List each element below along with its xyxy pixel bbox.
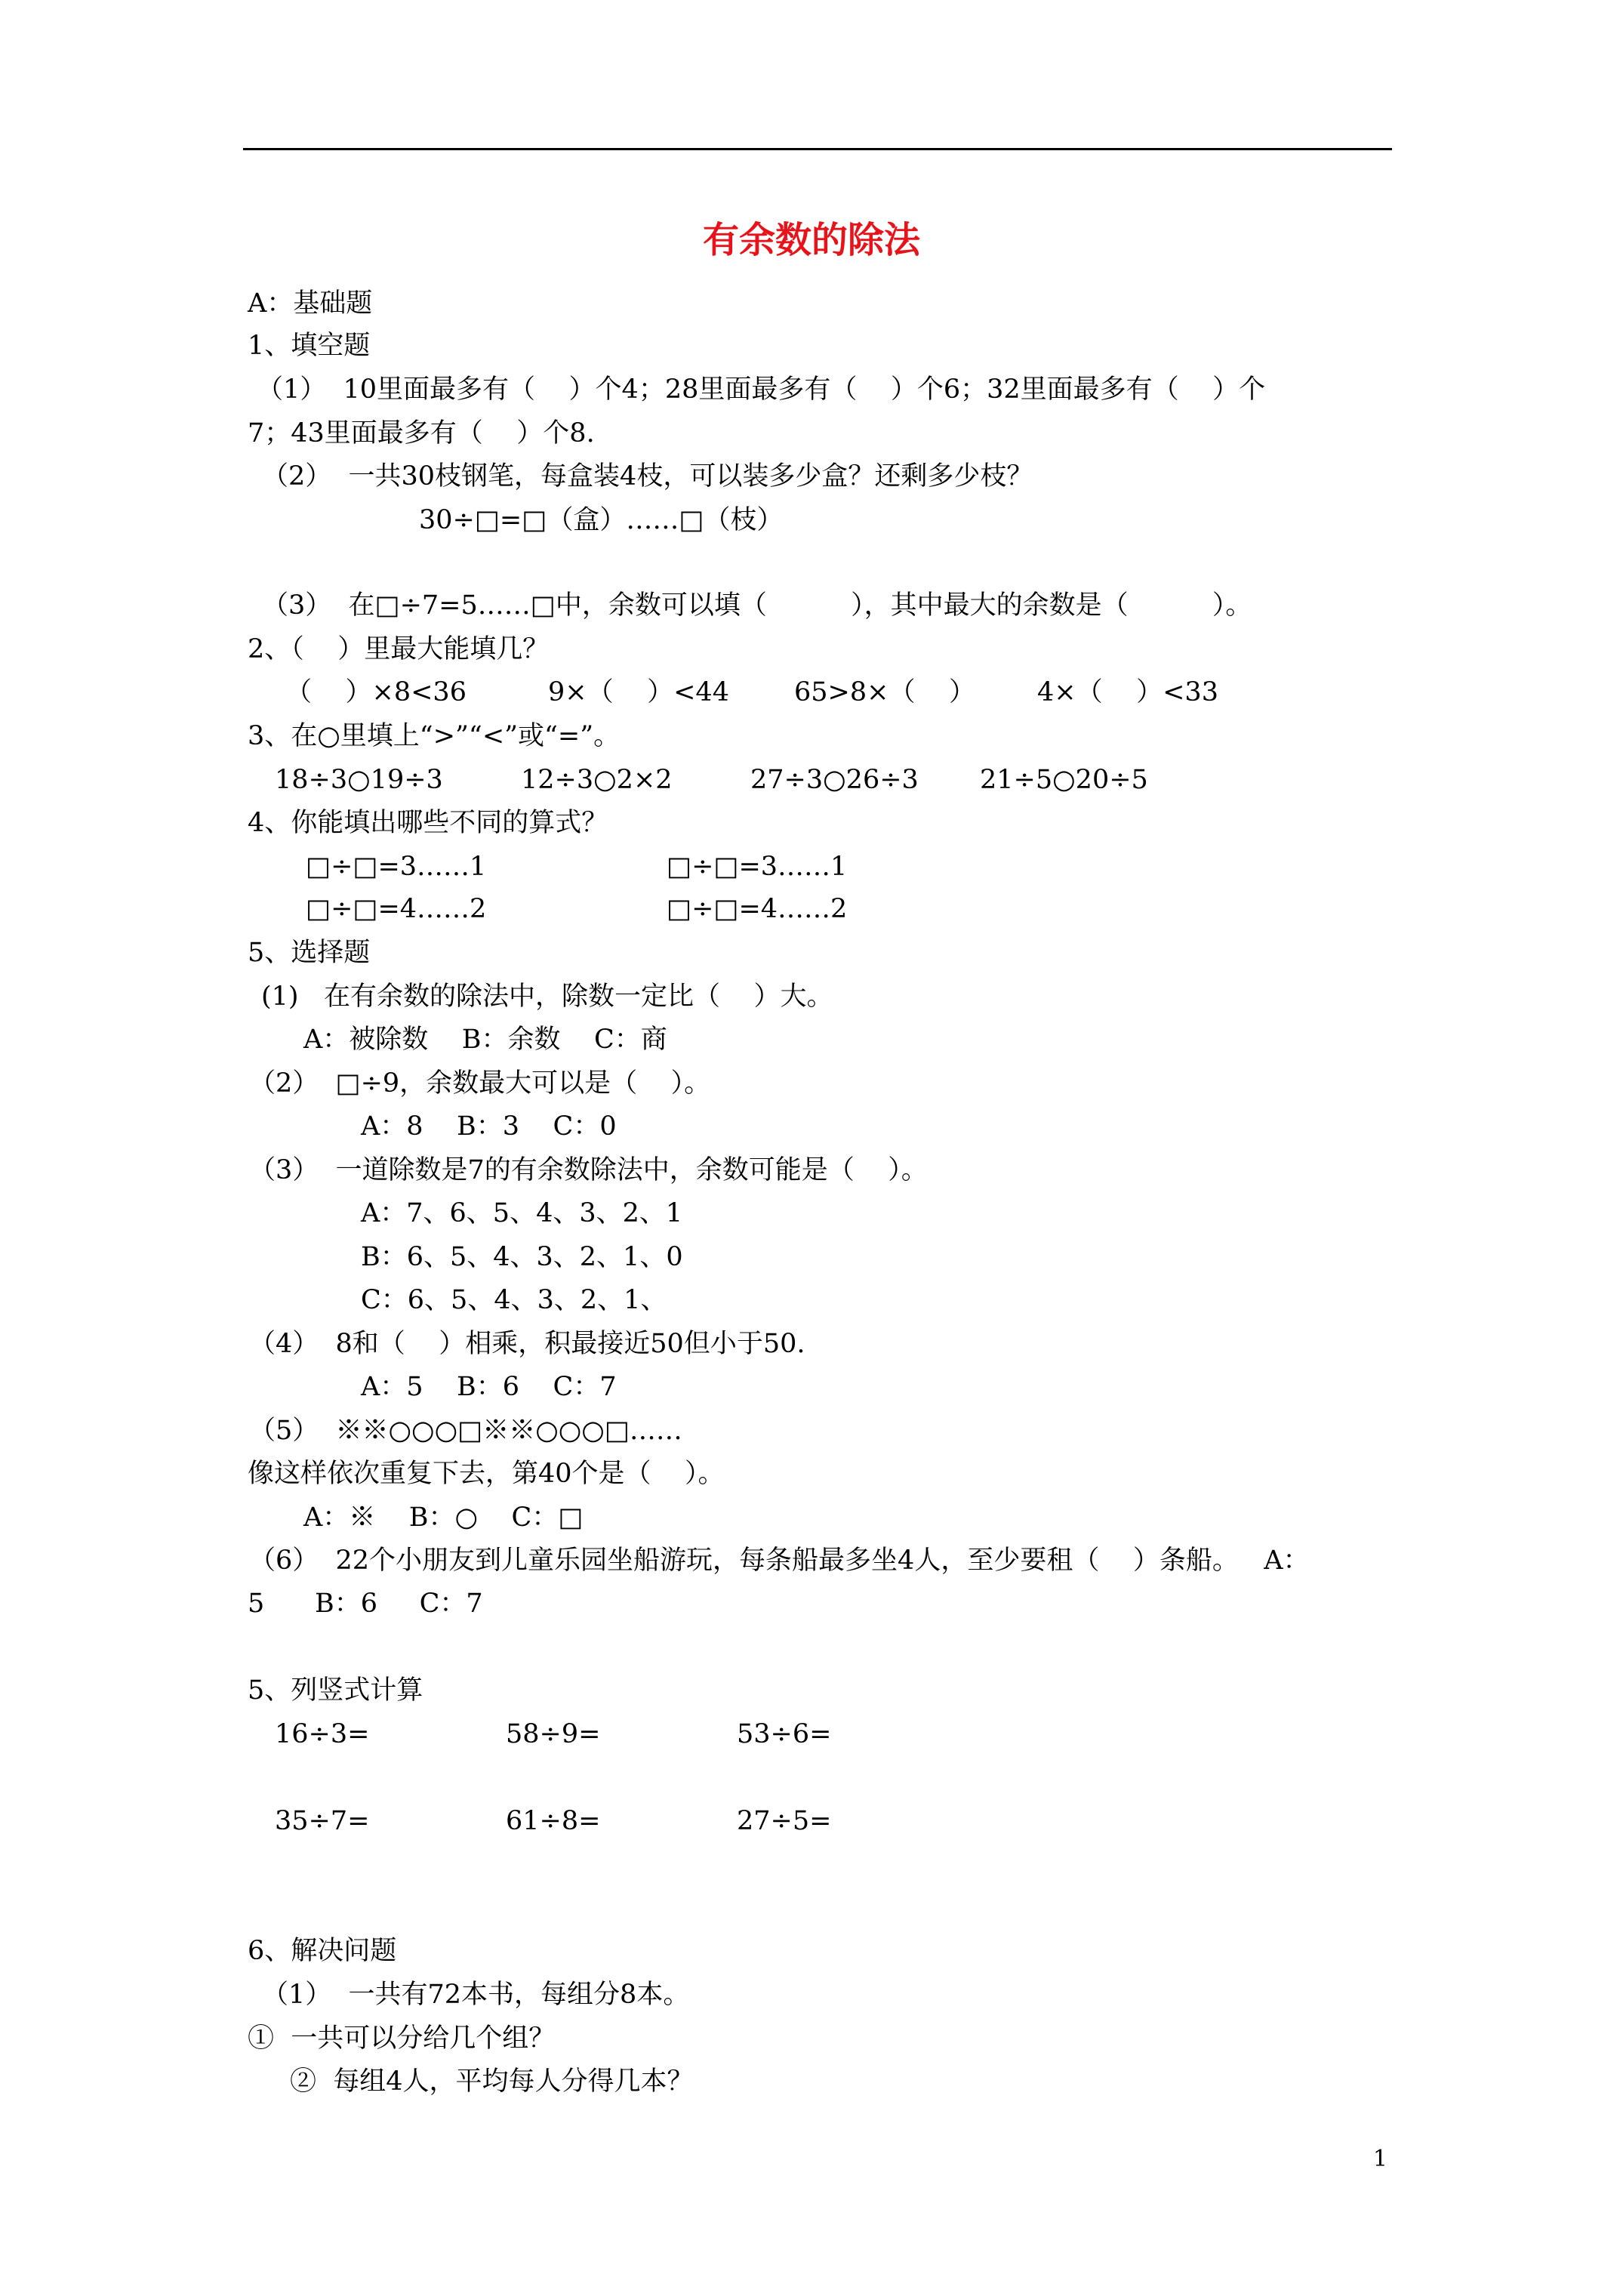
header-rule [243, 148, 1392, 150]
q5-item-5: （5） ※※○○○□※※○○○□…… [249, 1416, 682, 1446]
q1-item-2-formula: 30÷□=□（盒）……□（枝） [419, 505, 784, 535]
calc-1: 16÷3= [275, 1719, 370, 1749]
q5-item-3: （3） 一道除数是7的有余数除法中，余数可能是（ ）。 [249, 1155, 928, 1185]
q5-item-2: （2） □÷9，余数最大可以是（ ）。 [249, 1068, 711, 1099]
q5-item-6-line-2: 5 B：6 C：7 [248, 1589, 483, 1619]
question-5-heading: 5、选择题 [248, 938, 371, 968]
q2-expr-1: （ ）×8<36 [285, 677, 467, 707]
q5-item-4-options: A：5 B：6 C：7 [361, 1372, 617, 1402]
q3-compare-3: 27÷3○26÷3 [750, 765, 919, 795]
q3-compare-1: 18÷3○19÷3 [275, 765, 443, 795]
calc-6: 27÷5= [737, 1806, 832, 1836]
q4-expr-2: □÷□=3……1 [667, 852, 848, 882]
page-number: 1 [1372, 2146, 1387, 2172]
q1-item-2: （2） 一共30枝钢笔，每盒装4枝，可以装多少盒？还剩多少枝？ [262, 461, 1033, 492]
q4-expr-4: □÷□=4……2 [667, 894, 848, 924]
calc-4: 35÷7= [275, 1806, 370, 1836]
q3-compare-2: 12÷3○2×2 [521, 765, 673, 795]
q1-item-1-line-1: （1） 10里面最多有（ ）个4；28里面最多有（ ）个6；32里面最多有（ ）个 [257, 374, 1266, 405]
q5-item-3-option-b: B：6、5、4、3、2、1、0 [361, 1242, 683, 1272]
question-6-heading: 6、解决问题 [248, 1936, 397, 1966]
q5-item-6-line-1: （6） 22个小朋友到儿童乐园坐船游玩，每条船最多坐4人，至少要租（ ）条船。 A： [249, 1546, 1310, 1576]
section-a-heading: A：基础题 [248, 288, 373, 319]
q6-item-1: （1） 一共有72本书，每组分8本。 [262, 1980, 690, 2010]
q6-sub-2: ② 每组4人，平均每人分得几本？ [290, 2066, 694, 2097]
calc-5: 61÷8= [506, 1806, 601, 1836]
question-1-heading: 1、填空题 [248, 331, 371, 361]
q5-item-5-question: 像这样依次重复下去，第40个是（ ）。 [248, 1459, 725, 1489]
q5-item-4: （4） 8和（ ）相乘，积最接近50但小于50. [249, 1329, 805, 1359]
calc-3: 53÷6= [737, 1719, 832, 1749]
q5-item-1: (1) 在有余数的除法中，除数一定比（ ）大。 [261, 982, 833, 1012]
q2-expr-2: 9×（ ）<44 [548, 677, 729, 707]
q6-sub-1: ① 一共可以分给几个组？ [248, 2023, 556, 2054]
question-4-heading: 4、你能填出哪些不同的算式？ [248, 808, 608, 838]
q5-item-1-options: A：被除数 B：余数 C：商 [303, 1025, 667, 1055]
q1-item-3: （3） 在□÷7=5……□中，余数可以填（ ），其中最大的余数是（ ）。 [262, 590, 1252, 621]
q5-item-3-option-a: A：7、6、5、4、3、2、1 [361, 1198, 683, 1228]
q3-compare-4: 21÷5○20÷5 [980, 765, 1148, 795]
question-2-heading: 2、（ ）里最大能填几？ [248, 634, 550, 664]
q5-item-5-options: A：※ B：○ C：□ [303, 1502, 584, 1533]
page-title: 有余数的除法 [702, 219, 920, 261]
q4-expr-3: □÷□=4……2 [306, 894, 487, 924]
vertical-calc-heading: 5、列竖式计算 [248, 1675, 423, 1706]
q5-item-3-option-c: C：6、5、4、3、2、1、 [361, 1285, 667, 1315]
question-3-heading: 3、在○里填上“>”“<”或“=”。 [248, 721, 621, 751]
q2-expr-4: 4×（ ）<33 [1037, 677, 1218, 707]
q4-expr-1: □÷□=3……1 [306, 852, 487, 882]
calc-2: 58÷9= [506, 1719, 601, 1749]
q1-item-1-line-2: 7；43里面最多有（ ）个8. [248, 418, 595, 448]
q2-expr-3: 65>8×（ ） [794, 677, 975, 707]
q5-item-2-options: A：8 B：3 C：0 [361, 1111, 617, 1142]
